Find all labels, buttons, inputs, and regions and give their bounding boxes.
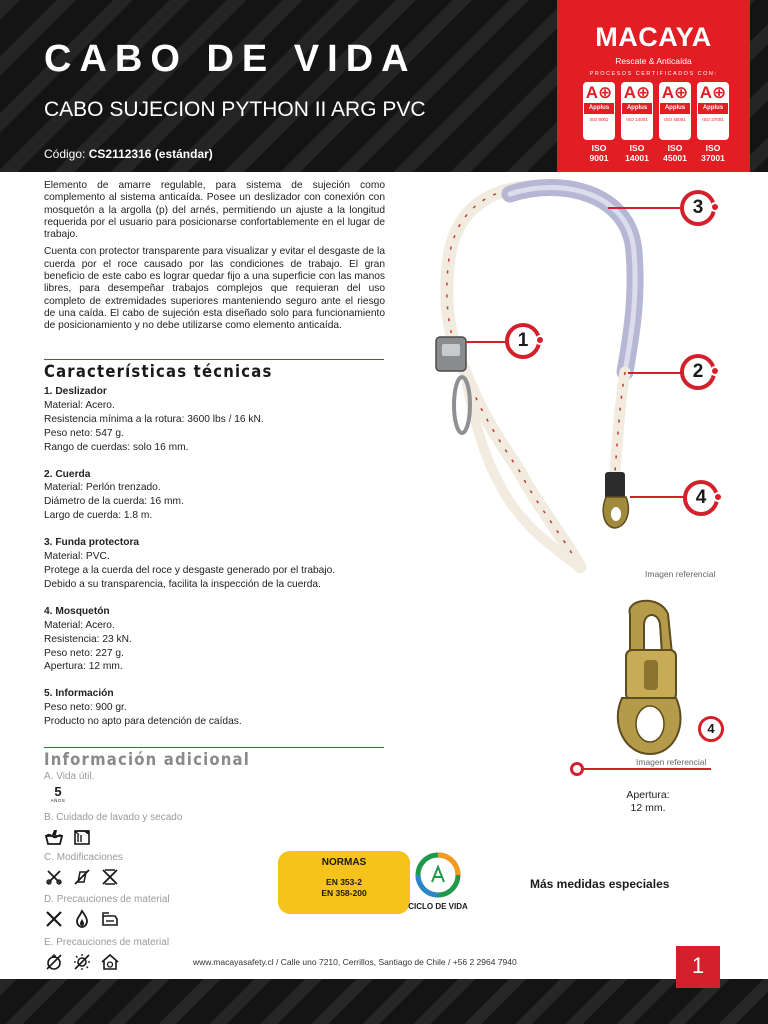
spec-line: Resistencia: 23 kN. bbox=[44, 633, 132, 645]
badge-sub: ISO 45001 bbox=[664, 117, 686, 122]
lifespan-icon bbox=[48, 785, 68, 803]
cert-badges bbox=[583, 82, 729, 142]
spec-line: Peso neto: 227 g. bbox=[44, 647, 124, 659]
iso-label: ISO bbox=[667, 143, 683, 153]
spec-block-carabiner bbox=[44, 605, 384, 675]
callout-number: 2 bbox=[692, 361, 704, 382]
material-precautions-2-icons bbox=[44, 952, 120, 972]
lifespan-unit: AÑOS bbox=[50, 798, 66, 803]
spec-heading: 1. Deslizador bbox=[44, 386, 107, 397]
standard-item: EN 353-2 bbox=[326, 877, 362, 887]
callout-dot-icon bbox=[570, 762, 584, 776]
specs-title: Características técnicas bbox=[44, 362, 273, 381]
lanyard-product-image bbox=[420, 172, 650, 592]
spec-line: Apertura: 12 mm. bbox=[44, 661, 123, 673]
callout-2-leader bbox=[628, 372, 684, 374]
spec-block-sleeve bbox=[44, 536, 384, 592]
spec-block-info bbox=[44, 687, 384, 729]
iso-item bbox=[581, 144, 617, 164]
spec-line: Resistencia mínima a la rotura: 3600 lbs / 16 kN. bbox=[44, 413, 264, 425]
brand-logo: MACAYA bbox=[595, 22, 712, 52]
badge-sub: ISO 9001 bbox=[589, 117, 609, 122]
spec-line: Material: PVC. bbox=[44, 551, 110, 563]
material-precautions-2-label: E. Precauciones de material bbox=[44, 937, 170, 948]
iso-item bbox=[619, 144, 655, 164]
no-knot-icon bbox=[100, 867, 120, 887]
image-caption: Imagen referencial bbox=[645, 569, 716, 579]
badge-mark: A⊕ bbox=[699, 83, 727, 102]
spec-line: Debido a su transparencia, facilita la inspección de la cuerda. bbox=[44, 578, 321, 590]
iso-number: 9001 bbox=[589, 152, 609, 163]
material-precautions-icons bbox=[44, 909, 120, 929]
page-number: 1 bbox=[676, 946, 720, 988]
spec-line: Peso neto: 900 gr. bbox=[44, 702, 127, 714]
iso-label: ISO bbox=[705, 143, 721, 153]
life-cycle-icon bbox=[415, 852, 461, 898]
image-caption: Imagen referencial bbox=[636, 757, 707, 767]
code-label: Código: bbox=[44, 147, 86, 161]
badge-sub: ISO 37001 bbox=[702, 117, 724, 122]
modifications-icons bbox=[44, 867, 120, 887]
standards-title: NORMAS bbox=[321, 857, 367, 868]
iso-label: ISO bbox=[591, 143, 607, 153]
hand-wash-icon bbox=[44, 827, 64, 847]
spec-line: Peso neto: 547 g. bbox=[44, 427, 124, 439]
footer-contact: www.macayasafety.cl / Calle uno 7210, Cerrillos, Santiago de Chile / +56 2 2964 7940 bbox=[193, 957, 517, 967]
snap-hook-detail-image bbox=[600, 594, 690, 764]
opening-value: 12 mm. bbox=[630, 802, 666, 814]
opening-label: Apertura: bbox=[626, 789, 670, 801]
modifications-label: C. Modificaciones bbox=[44, 852, 123, 863]
callout-dot-icon bbox=[710, 202, 720, 212]
washing-icons bbox=[44, 827, 92, 847]
spec-line: Material: Acero. bbox=[44, 399, 115, 411]
iso-item bbox=[695, 144, 731, 164]
standards-box bbox=[278, 851, 410, 914]
iso-number: 37001 bbox=[701, 152, 725, 163]
callout-number: 4 bbox=[695, 487, 707, 508]
spec-line: Rango de cuerdas: solo 16 mm. bbox=[44, 441, 189, 453]
section-divider bbox=[44, 747, 384, 748]
chemical-icon bbox=[100, 909, 120, 929]
custom-sizes-note: Más medidas especiales bbox=[530, 877, 670, 891]
description-paragraph: Cuenta con protector transparente para visualizar y evitar el desgaste de la cuerda por el roce causado por las condiciones de trabajo. El gran beneficio de este cabo es lograr quedar fijo a una superficie con las manos libres, para desempeñar trabajos complejos que requieran del uso completo de extremidades superiores manteniendo seguro ante el riesgo de una caída. El cabo de sujeción esta diseñado solo para funcionamiento de posicionamiento y no debe utilizarse como elemento anticaída. bbox=[44, 246, 385, 332]
opening-spec bbox=[608, 789, 688, 815]
lifespan-value: 5 bbox=[54, 784, 62, 799]
applus-badge-icon bbox=[697, 82, 729, 140]
callout-number: 3 bbox=[692, 197, 704, 218]
spec-line: Largo de cuerda: 1.8 m. bbox=[44, 510, 153, 522]
product-code bbox=[44, 147, 213, 161]
no-cut-icon bbox=[44, 867, 64, 887]
page-title: CABO DE VIDA bbox=[44, 38, 417, 80]
spec-line: Material: Acero. bbox=[44, 619, 115, 631]
description-paragraph: Elemento de amarre regulable, para sistema de sujeción como complemento al sistema anticaída. Posee un deslizador con conexión con mosquetón a la argolla (p) del arnés, permitiendo un ajuste a la longitud requerida por el usuario para posicionarse confortablemente en el lugar de trabajo. bbox=[44, 180, 385, 241]
shade-dry-icon bbox=[72, 827, 92, 847]
callout-4-leader bbox=[630, 496, 684, 498]
applus-badge-icon bbox=[621, 82, 653, 140]
header-banner bbox=[0, 0, 768, 172]
spec-block-slider bbox=[44, 385, 384, 455]
callout-3-leader bbox=[608, 207, 684, 209]
section-divider bbox=[44, 359, 384, 360]
badge-label: Applus bbox=[584, 103, 614, 114]
badge-label: Applus bbox=[660, 103, 690, 114]
spec-line: Diámetro de la cuerda: 16 mm. bbox=[44, 496, 184, 508]
callout-number: 1 bbox=[517, 330, 529, 351]
standard-item: EN 358-200 bbox=[321, 888, 367, 898]
certified-label: PROCESOS CERTIFICADOS CON: bbox=[589, 71, 718, 77]
callout-dot-icon bbox=[535, 335, 545, 345]
no-sun-icon bbox=[72, 952, 92, 972]
spec-line: Producto no apto para detención de caídas. bbox=[44, 716, 242, 728]
callout-detail-leader bbox=[577, 768, 711, 770]
badge-mark: A⊕ bbox=[623, 83, 651, 102]
indoor-storage-icon bbox=[100, 952, 120, 972]
spec-line: Protege a la cuerda del roce y desgaste generado por el trabajo. bbox=[44, 564, 336, 576]
badge-mark: A⊕ bbox=[585, 83, 613, 102]
spec-heading: 4. Mosquetón bbox=[44, 605, 110, 617]
iso-number: 14001 bbox=[625, 152, 649, 163]
life-cycle-label: CICLO DE VIDA bbox=[408, 902, 468, 911]
iso-number: 45001 bbox=[663, 152, 687, 163]
specs-list bbox=[44, 385, 384, 742]
flame-icon bbox=[72, 909, 92, 929]
spec-heading: 5. Información bbox=[44, 688, 114, 700]
badge-label: Applus bbox=[698, 103, 728, 114]
no-acid-icon bbox=[44, 952, 64, 972]
iso-item bbox=[657, 144, 693, 164]
material-precautions-label: D. Precauciones de material bbox=[44, 894, 170, 905]
no-sew-icon bbox=[72, 867, 92, 887]
code-value: CS2112316 (estándar) bbox=[88, 147, 213, 161]
spec-heading: 3. Funda protectora bbox=[44, 537, 140, 549]
callout-number: 4 bbox=[707, 721, 715, 736]
spec-line: Material: Perlón trenzado. bbox=[44, 482, 161, 494]
applus-badge-icon bbox=[583, 82, 615, 140]
callout-dot-icon bbox=[713, 492, 723, 502]
footer-band bbox=[0, 979, 768, 1024]
brand-tagline: Rescate & Anticaída bbox=[615, 56, 692, 66]
badge-sub: ISO 14001 bbox=[626, 117, 648, 122]
product-description bbox=[44, 180, 385, 333]
applus-badge-icon bbox=[659, 82, 691, 140]
callout-dot-icon bbox=[710, 366, 720, 376]
lifespan-label: A. Vida útil. bbox=[44, 771, 95, 782]
spec-block-rope bbox=[44, 468, 384, 524]
callout-4-detail bbox=[698, 716, 724, 742]
spec-heading: 2. Cuerda bbox=[44, 468, 91, 480]
badge-label: Applus bbox=[622, 103, 652, 114]
additional-title: Información adicional bbox=[44, 750, 251, 769]
no-sharp-edges-icon bbox=[44, 909, 64, 929]
badge-mark: A⊕ bbox=[661, 83, 689, 102]
product-name: CABO SUJECION PYTHON II ARG PVC bbox=[44, 98, 426, 121]
washing-label: B. Cuidado de lavado y secado bbox=[44, 812, 183, 823]
brand-box bbox=[557, 0, 750, 172]
iso-label: ISO bbox=[629, 143, 645, 153]
